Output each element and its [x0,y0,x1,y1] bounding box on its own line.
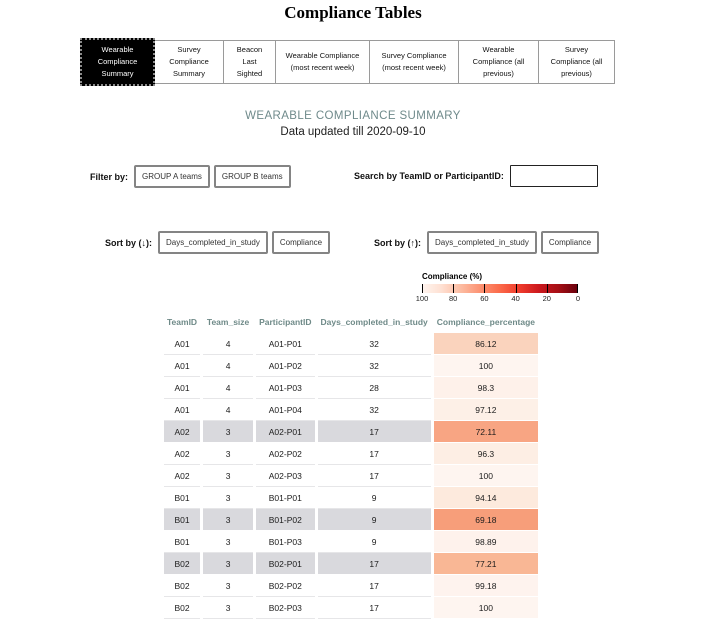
days-completed-cell: 17 [318,553,431,575]
team-id-cell: A02 [164,421,200,443]
tab-bar [80,40,615,84]
compliance-cell: 100 [434,465,538,487]
table-row [164,553,538,575]
table-row [164,333,538,355]
participant-id-cell: B01-P02 [256,509,314,531]
filter-by-label: Filter by: [90,171,129,182]
days-completed-cell: 17 [318,575,431,597]
table-row [164,597,538,619]
compliance-cell: 100 [434,355,538,377]
search-label: Search by TeamID or ParticipantID: [354,171,504,181]
sort-desc-label: Sort by (↓): [105,237,152,248]
team-id-cell: B01 [164,531,200,553]
column-header: Days_completed_in_study [320,317,428,327]
team-id-cell: B01 [164,487,200,509]
team-id-cell: A01 [164,333,200,355]
column-header: TeamID [167,317,198,327]
legend-title: Compliance (%) [422,272,483,281]
table-row [164,531,538,553]
compliance-table-container [161,317,541,619]
team-size-cell: 3 [203,509,253,531]
team-id-cell: B01 [164,509,200,531]
compliance-cell: 100 [434,597,538,619]
compliance-cell: 69.18 [434,509,538,531]
participant-id-cell: B02-P03 [256,597,314,619]
page-title: Compliance Tables [284,3,422,22]
days-completed-cell: 17 [318,421,431,443]
colorbar-tick-label: 40 [511,294,520,303]
sort-ascending-group [374,231,599,254]
participant-id-cell: B01-P03 [256,531,314,553]
compliance-colorbar-legend [415,272,581,303]
team-size-cell: 3 [203,531,253,553]
colorbar-gradient [422,284,578,293]
participant-id-cell: B01-P01 [256,487,314,509]
colorbar-tick [453,284,454,293]
sort-desc-days-completed-button[interactable]: Days_completed_in_study [158,231,268,254]
colorbar-tick [577,284,578,293]
compliance-cell: 99.18 [434,575,538,597]
table-row [164,487,538,509]
compliance-cell: 98.3 [434,377,538,399]
data-updated-subtitle: Data updated till 2020-09-10 [280,126,426,138]
days-completed-cell: 32 [318,355,431,377]
colorbar-tick [422,284,423,293]
days-completed-cell: 9 [318,487,431,509]
colorbar-tick [547,284,548,293]
team-size-cell: 4 [203,355,253,377]
participant-id-cell: A01-P03 [256,377,314,399]
participant-id-cell: B02-P01 [256,553,314,575]
team-size-cell: 4 [203,377,253,399]
participant-id-cell: A01-P04 [256,399,314,421]
tab-survey-compliance-summary[interactable]: Survey Compliance Summary [155,40,224,84]
participant-id-cell: B02-P02 [256,575,314,597]
team-id-cell: A02 [164,465,200,487]
table-row [164,465,538,487]
table-row [164,509,538,531]
compliance-table [161,317,541,619]
colorbar-tick-labels [415,294,581,303]
participant-id-cell: A02-P01 [256,421,314,443]
team-id-cell: A01 [164,377,200,399]
column-header: Team_size [206,317,250,327]
colorbar-tick-label: 60 [480,294,489,303]
colorbar-tick [484,284,485,293]
colorbar-tick [516,284,517,293]
compliance-cell: 94.14 [434,487,538,509]
team-size-cell: 3 [203,487,253,509]
sort-asc-label: Sort by (↑): [374,237,421,248]
table-row [164,575,538,597]
filter-group [90,165,291,188]
team-size-cell: 3 [203,597,253,619]
days-completed-cell: 9 [318,509,431,531]
participant-id-cell: A01-P02 [256,355,314,377]
team-id-cell: A01 [164,399,200,421]
team-id-cell: A02 [164,443,200,465]
filter-group-a-teams-button[interactable]: GROUP A teams [134,165,210,188]
tab-beacon-last-sighted[interactable]: Beacon Last Sighted [224,40,276,84]
team-size-cell: 3 [203,575,253,597]
sort-asc-days-completed-button[interactable]: Days_completed_in_study [427,231,537,254]
team-size-cell: 4 [203,333,253,355]
team-size-cell: 3 [203,421,253,443]
table-header-row [164,317,538,333]
compliance-cell: 97.12 [434,399,538,421]
team-size-cell: 4 [203,399,253,421]
days-completed-cell: 17 [318,443,431,465]
participant-id-cell: A02-P02 [256,443,314,465]
compliance-cell: 98.89 [434,531,538,553]
tab-survey-compliance-all-previous[interactable]: Survey Compliance (all previous) [539,40,615,84]
sort-desc-compliance-button[interactable]: Compliance [272,231,330,254]
tab-wearable-compliance-summary[interactable]: Wearable Compliance Summary [80,38,155,86]
team-size-cell: 3 [203,553,253,575]
search-group [354,165,598,187]
days-completed-cell: 32 [318,333,431,355]
tab-survey-compliance-recent-week[interactable]: Survey Compliance (most recent week) [370,40,459,84]
colorbar-tick-label: 80 [449,294,458,303]
participant-id-cell: A01-P01 [256,333,314,355]
column-header: Compliance_percentage [436,317,536,327]
table-row [164,443,538,465]
team-size-cell: 3 [203,443,253,465]
team-id-cell: A01 [164,355,200,377]
search-input[interactable] [510,165,598,187]
days-completed-cell: 28 [318,377,431,399]
compliance-cell: 77.21 [434,553,538,575]
table-row [164,355,538,377]
section-heading: WEARABLE COMPLIANCE SUMMARY [245,110,461,122]
sort-descending-group [105,231,330,254]
filter-group-b-teams-button[interactable]: GROUP B teams [214,165,291,188]
tab-wearable-compliance-all-previous[interactable]: Wearable Compliance (all previous) [459,40,539,84]
days-completed-cell: 9 [318,531,431,553]
team-id-cell: B02 [164,553,200,575]
colorbar-tick-label: 0 [575,294,581,303]
days-completed-cell: 17 [318,597,431,619]
colorbar-tick-label: 100 [415,294,429,303]
table-row [164,377,538,399]
team-id-cell: B02 [164,575,200,597]
tab-wearable-compliance-recent-week[interactable]: Wearable Compliance (most recent week) [276,40,370,84]
table-row [164,421,538,443]
days-completed-cell: 32 [318,399,431,421]
column-header: ParticipantID [259,317,312,327]
days-completed-cell: 17 [318,465,431,487]
table-row [164,399,538,421]
compliance-cell: 72.11 [434,421,538,443]
compliance-cell: 96.3 [434,443,538,465]
compliance-cell: 86.12 [434,333,538,355]
sort-asc-compliance-button[interactable]: Compliance [541,231,599,254]
participant-id-cell: A02-P03 [256,465,314,487]
team-id-cell: B02 [164,597,200,619]
colorbar-tick-label: 20 [542,294,551,303]
team-size-cell: 3 [203,465,253,487]
